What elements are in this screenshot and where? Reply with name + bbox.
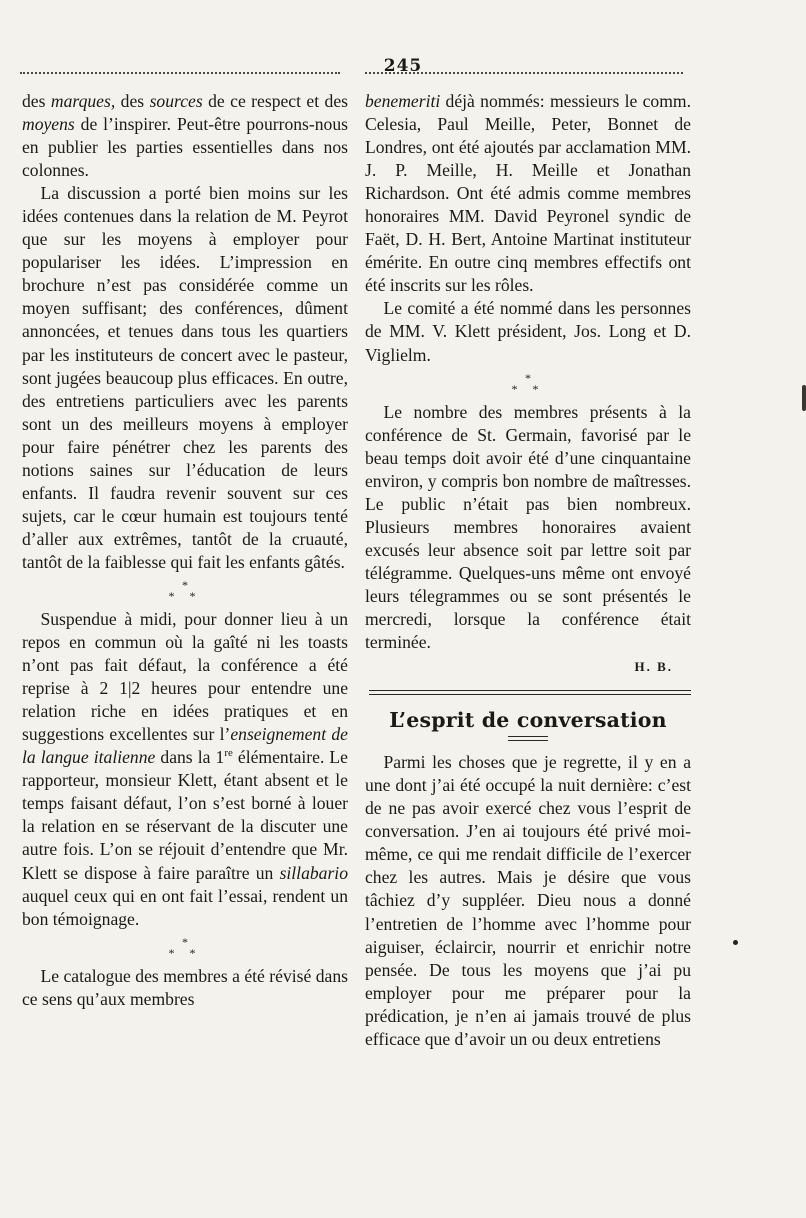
asterism-top: * bbox=[182, 934, 188, 949]
asterism-separator bbox=[22, 931, 348, 965]
page-number: 245 bbox=[383, 56, 423, 76]
left-paragraph-3 bbox=[22, 608, 348, 931]
title-underline bbox=[508, 736, 548, 741]
asterism-top: * bbox=[525, 370, 531, 385]
asterism-bottom: * * bbox=[168, 588, 202, 603]
text-run: élémentaire. Le rapporteur, monsieur Klett, étant absent et le temps faisant défaut, l’on s’est borné à louer la relation en se réservant de la discuter une autre fois. L’on se réjouit d’entendre que Mr. Klett se dispose à faire paraître un bbox=[22, 747, 348, 883]
header-rule-left bbox=[20, 72, 340, 74]
text-run: de l’inspirer. Peut-être pourrons-nous en publier les parties essentielles dans nos colonnes. bbox=[22, 114, 348, 181]
asterism-top: * bbox=[182, 577, 188, 592]
page-edge-mark bbox=[802, 385, 806, 411]
article-title: L’esprit de conversation bbox=[389, 708, 667, 733]
header-rule-right bbox=[365, 72, 683, 74]
section-divider bbox=[369, 690, 691, 695]
text-run: auquel ceux qui en ont fait l’essai, rendent un bon témoignage. bbox=[22, 885, 348, 929]
asterism-bottom: * * bbox=[511, 381, 545, 396]
right-paragraph-1 bbox=[365, 90, 691, 297]
text-run: re bbox=[224, 747, 233, 760]
right-column bbox=[365, 90, 691, 1051]
left-column bbox=[22, 90, 348, 1011]
italic-text-run: marques, bbox=[50, 91, 116, 111]
italic-text-run: benemeriti bbox=[365, 91, 441, 111]
article-paragraph-1: Parmi les choses que je regrette, il y en a une dont j’ai été occupé la nuit dernière: c’est de ne pas avoir exercé chez vous l’esprit de conversation. J’en ai toujours été privé moi-même, ce qui me rendait difficile de l’exercer chez les autres. Mais je désire que vous tâchiez d’y suppléer. Dieu nous a donné l’entretien de l’homme avec l’homme pour aiguiser, éclaircir, nourrir et enrichir notre pensée. De tous les moyens que j’ai pu employer pour me préparer pour la prédication, je n’en ai jamais trouvé de plus efficace que d’avoir un ou deux entretiens bbox=[365, 752, 691, 1049]
asterism-separator bbox=[365, 367, 691, 401]
italic-text-run: moyens bbox=[22, 114, 75, 135]
left-paragraph-1 bbox=[22, 90, 348, 182]
asterism-separator bbox=[22, 574, 348, 608]
ink-speck bbox=[733, 940, 738, 945]
text-run: Suspendue à midi, pour donner lieu à un repos en commun où la gaîté ni les toasts n’ont pas fait défaut, la conférence a été reprise à 2 1|2 heures pour entendre une relation riche en idées pratiques et en suggestions excellentes sur l’ bbox=[22, 608, 348, 745]
right-paragraph-3: Le nombre des membres présents à la conférence de St. Germain, favorisé par le beau temps doit avoir été d’une cinquantaine environ, y compris bon nombre de maîtresses. Le public n’était pas bien nombreux. Plusieurs membres honoraires avaient excusés leur absence soit par lettre soit par télégramme. Quelques-uns même ont envoyé leurs télegrammes ou se sont présentés le mercredi, lorsque la conférence était terminée. bbox=[365, 401, 691, 653]
right-paragraph-2: Le comité a été nommé dans les personnes de MM. V. Klett président, Jos. Long et D. Viglielm. bbox=[365, 298, 691, 365]
text-run: déjà nommés: messieurs le comm. Celesia, Paul Meille, Peter, Bonnet de Londres, ont été ajoutés par acclamation MM. J. P. Meille, H. Meille et Jonathan Richardson. Ont été admis comme membres honoraires MM. David Peyronel syndic de Faët, D. H. Bert, Antoine Martinat instituteur émérite. En outre cinq membres effectifs ont été inscrits sur les rôles. bbox=[365, 91, 691, 296]
italic-text-run: enseignement de la langue italienne bbox=[22, 724, 348, 768]
italic-text-run: sources bbox=[149, 91, 203, 111]
asterism-bottom: * * bbox=[168, 945, 202, 960]
author-signature: H. B. bbox=[634, 659, 673, 675]
text-run: dans la 1 bbox=[155, 747, 225, 768]
text-run: des bbox=[22, 91, 51, 111]
italic-text-run: sillabario bbox=[279, 862, 348, 883]
left-paragraph-2: La discussion a porté bien moins sur les idées contenues dans la relation de M. Peyrot que sur les moyens à employer pour populariser les idées. L’impression en brochure n’est pas considérée comme un moyen suffisant; des conférences, dûment annoncées, et tenues dans tous les quartiers par les instituteurs de concert avec le pasteur, sont jugées beaucoup plus efficaces. En outre, des entretiens particuliers avec les parents sont un des meilleurs moyens à employer pour faire pénétrer chez les parents des notions saines sur l’éducation de leurs enfants. Il faudra revenir souvent sur ces sujets, car le cœur humain est toujours tenté d’aller aux extrêmes, tantôt de la cruauté, tantôt de la faiblesse qui fait les enfants gâtés. bbox=[22, 183, 348, 572]
left-paragraph-4: Le catalogue des membres a été révisé dans ce sens qu’aux membres bbox=[22, 965, 348, 1009]
text-run: des bbox=[115, 91, 150, 111]
text-run: de ce respect et des bbox=[202, 91, 349, 111]
